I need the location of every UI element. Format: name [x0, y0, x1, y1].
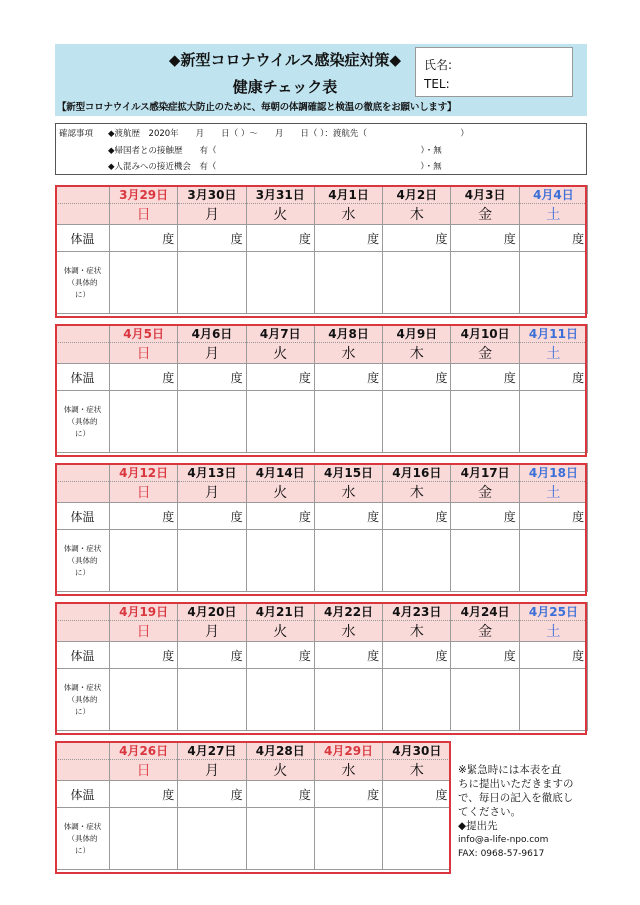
weekday-cell: 土: [519, 621, 587, 642]
temperature-input[interactable]: 度: [178, 225, 246, 252]
temperature-input[interactable]: 度: [519, 642, 587, 669]
temperature-input[interactable]: 度: [314, 225, 382, 252]
symptom-label: [56, 808, 110, 870]
symptom-input[interactable]: [178, 391, 246, 453]
symptom-label-line: に）: [75, 706, 90, 716]
symptom-input[interactable]: [246, 669, 314, 731]
date-cell: 4月6日: [178, 325, 246, 343]
week-table: [55, 463, 588, 592]
date-cell: 4月13日: [178, 464, 246, 482]
date-cell: 4月29日: [314, 742, 382, 760]
date-cell: 3月31日: [246, 186, 314, 204]
date-cell: 4月5日: [110, 325, 178, 343]
date-cell: 4月22日: [314, 603, 382, 621]
temperature-input[interactable]: 度: [246, 503, 314, 530]
name-label: 氏名:: [424, 58, 453, 72]
confirmation-section: [55, 123, 587, 175]
header-corner: [56, 482, 110, 503]
symptom-label-line: （具体的: [67, 833, 98, 843]
symptom-label-line: （具体的: [67, 416, 98, 426]
tel-label: TEL:: [424, 77, 450, 91]
temperature-input[interactable]: 度: [383, 503, 451, 530]
symptom-input[interactable]: [178, 530, 246, 592]
symptom-input[interactable]: [110, 530, 178, 592]
weekday-cell: 木: [383, 621, 451, 642]
footer-note: [458, 763, 590, 861]
contact-history-line[interactable]: ◆帰国者との接触歴 有（ ）・無: [108, 146, 442, 156]
temperature-input[interactable]: 度: [314, 642, 382, 669]
weekday-cell: 土: [519, 482, 587, 503]
date-cell: 4月20日: [178, 603, 246, 621]
temperature-input[interactable]: 度: [314, 503, 382, 530]
header-corner: [56, 186, 110, 204]
weekday-cell: 土: [519, 204, 587, 225]
note-line: ちに提出いただきますの: [458, 778, 574, 790]
temperature-input[interactable]: 度: [178, 781, 246, 808]
temperature-input[interactable]: 度: [519, 503, 587, 530]
temperature-input[interactable]: 度: [178, 364, 246, 391]
weekday-cell: 水: [314, 204, 382, 225]
week-table: [55, 602, 588, 731]
temperature-input[interactable]: 度: [110, 642, 178, 669]
symptom-label-line: に）: [75, 428, 90, 438]
symptom-input[interactable]: [178, 252, 246, 314]
weekday-cell: 日: [110, 204, 178, 225]
temperature-input[interactable]: 度: [110, 781, 178, 808]
confirm-heading: 確認事項: [59, 129, 94, 139]
weekday-cell: 水: [314, 482, 382, 503]
symptom-label-line: に）: [75, 289, 90, 299]
symptom-label-line: 体調・症状: [63, 543, 102, 553]
weekday-cell: 日: [110, 343, 178, 364]
weekday-cell: 金: [451, 204, 519, 225]
weekday-cell: 水: [314, 343, 382, 364]
date-cell: 4月14日: [246, 464, 314, 482]
week-table: [55, 185, 588, 314]
weekday-cell: 日: [110, 482, 178, 503]
temperature-label: 体温: [56, 781, 110, 808]
date-cell: 4月12日: [110, 464, 178, 482]
symptom-input[interactable]: [314, 669, 382, 731]
temperature-input[interactable]: 度: [246, 642, 314, 669]
symptom-label: [56, 530, 110, 592]
symptom-input[interactable]: [519, 530, 587, 592]
temperature-input[interactable]: 度: [110, 364, 178, 391]
weekday-cell: 金: [451, 343, 519, 364]
temperature-input[interactable]: 度: [383, 364, 451, 391]
header-banner: [55, 44, 587, 116]
date-cell: 4月11日: [519, 325, 587, 343]
symptom-input[interactable]: [110, 669, 178, 731]
header-corner: [56, 343, 110, 364]
week-table: [55, 741, 451, 870]
date-cell: 4月23日: [383, 603, 451, 621]
note-line: ※緊急時には本表を直: [458, 764, 562, 776]
symptom-label: [56, 391, 110, 453]
temperature-input[interactable]: 度: [383, 642, 451, 669]
notice-text: 【新型コロナウイルス感染症拡大防止のために、毎朝の体調確認と検温の徹底をお願いします】: [57, 102, 457, 113]
symptom-input[interactable]: [451, 252, 519, 314]
symptom-label-line: （具体的: [67, 555, 98, 565]
header-corner: [56, 760, 110, 781]
symptom-input[interactable]: [246, 530, 314, 592]
date-cell: 4月9日: [383, 325, 451, 343]
symptom-input[interactable]: [383, 391, 451, 453]
date-cell: 4月25日: [519, 603, 587, 621]
date-cell: 4月17日: [451, 464, 519, 482]
header-corner: [56, 325, 110, 343]
symptom-label-line: 体調・症状: [63, 821, 102, 831]
symptom-input[interactable]: [451, 391, 519, 453]
temperature-input[interactable]: 度: [110, 503, 178, 530]
weekday-cell: 土: [519, 343, 587, 364]
symptom-label-line: 体調・症状: [63, 265, 102, 275]
symptom-input[interactable]: [110, 252, 178, 314]
symptom-input[interactable]: [383, 252, 451, 314]
contact-email[interactable]: info@a-life-npo.com: [458, 835, 549, 845]
temperature-input[interactable]: 度: [519, 225, 587, 252]
weekday-cell: 火: [246, 204, 314, 225]
week-table: [55, 324, 588, 453]
weekday-cell: 金: [451, 621, 519, 642]
header-corner: [56, 603, 110, 621]
symptom-input[interactable]: [246, 252, 314, 314]
date-cell: 4月8日: [314, 325, 382, 343]
date-cell: 4月16日: [383, 464, 451, 482]
temperature-input[interactable]: 度: [451, 364, 519, 391]
weekday-cell: 日: [110, 760, 178, 781]
weekday-cell: 水: [314, 621, 382, 642]
temperature-input[interactable]: 度: [110, 225, 178, 252]
weekday-cell: 月: [178, 621, 246, 642]
weekday-cell: 月: [178, 760, 246, 781]
temperature-input[interactable]: 度: [178, 642, 246, 669]
symptom-label-line: 体調・症状: [63, 404, 102, 414]
symptom-input[interactable]: [314, 252, 382, 314]
weekday-cell: 火: [246, 482, 314, 503]
temperature-input[interactable]: 度: [383, 781, 451, 808]
weekday-cell: 木: [383, 204, 451, 225]
temperature-label: 体温: [56, 642, 110, 669]
symptom-input[interactable]: [519, 669, 587, 731]
symptom-input[interactable]: [519, 391, 587, 453]
weekday-cell: 木: [383, 760, 451, 781]
page-subtitle: 健康チェック表: [232, 78, 338, 96]
header-corner: [56, 742, 110, 760]
symptom-input[interactable]: [451, 530, 519, 592]
date-cell: 3月30日: [178, 186, 246, 204]
travel-history-line[interactable]: ◆渡航歴 2020年 月 日（ ）～ 月 日（ ）：渡航先（ ）: [108, 129, 469, 139]
header-corner: [56, 204, 110, 225]
temperature-input[interactable]: 度: [246, 364, 314, 391]
symptom-label-line: に）: [75, 845, 90, 855]
symptom-label-line: 体調・症状: [63, 682, 102, 692]
weekday-cell: 木: [383, 482, 451, 503]
date-cell: 4月21日: [246, 603, 314, 621]
temperature-input[interactable]: 度: [314, 781, 382, 808]
temperature-input[interactable]: 度: [246, 225, 314, 252]
symptom-input[interactable]: [246, 808, 314, 870]
date-cell: 4月4日: [519, 186, 587, 204]
weekday-cell: 火: [246, 621, 314, 642]
temperature-input[interactable]: 度: [451, 225, 519, 252]
symptom-input[interactable]: [246, 391, 314, 453]
header-corner: [56, 621, 110, 642]
date-cell: 4月3日: [451, 186, 519, 204]
symptom-label-line: （具体的: [67, 277, 98, 287]
symptom-label-line: （具体的: [67, 694, 98, 704]
weekday-cell: 水: [314, 760, 382, 781]
date-cell: 4月24日: [451, 603, 519, 621]
symptom-input[interactable]: [314, 391, 382, 453]
temperature-label: 体温: [56, 225, 110, 252]
symptom-label-line: に）: [75, 567, 90, 577]
date-cell: 4月28日: [246, 742, 314, 760]
symptom-input[interactable]: [383, 808, 451, 870]
symptom-input[interactable]: [110, 391, 178, 453]
date-cell: 3月29日: [110, 186, 178, 204]
date-cell: 4月30日: [383, 742, 451, 760]
note-line: てください。: [458, 806, 521, 818]
date-cell: 4月27日: [178, 742, 246, 760]
symptom-input[interactable]: [383, 530, 451, 592]
date-cell: 4月19日: [110, 603, 178, 621]
date-cell: 4月18日: [519, 464, 587, 482]
date-cell: 4月15日: [314, 464, 382, 482]
symptom-input[interactable]: [383, 669, 451, 731]
temperature-input[interactable]: 度: [246, 781, 314, 808]
weekday-cell: 月: [178, 343, 246, 364]
temperature-label: 体温: [56, 364, 110, 391]
page-title: ◆新型コロナウイルス感染症対策◆: [168, 51, 402, 69]
crowd-exposure-line[interactable]: ◆人混みへの接近機会 有（ ）・無: [108, 162, 442, 172]
weekday-cell: 月: [178, 482, 246, 503]
date-cell: 4月1日: [314, 186, 382, 204]
symptom-input[interactable]: [110, 808, 178, 870]
date-cell: 4月10日: [451, 325, 519, 343]
temperature-input[interactable]: 度: [314, 364, 382, 391]
weekday-cell: 火: [246, 343, 314, 364]
symptom-label: [56, 669, 110, 731]
weekday-cell: 木: [383, 343, 451, 364]
temperature-input[interactable]: 度: [383, 225, 451, 252]
symptom-input[interactable]: [314, 530, 382, 592]
temperature-input[interactable]: 度: [451, 503, 519, 530]
contact-fax: FAX: 0968-57-9617: [458, 849, 545, 859]
header-corner: [56, 464, 110, 482]
name-tel-box[interactable]: [415, 47, 573, 97]
note-line: で、毎日の記入を徹底し: [458, 792, 574, 804]
weekday-cell: 火: [246, 760, 314, 781]
symptom-input[interactable]: [451, 669, 519, 731]
date-cell: 4月26日: [110, 742, 178, 760]
date-cell: 4月7日: [246, 325, 314, 343]
temperature-input[interactable]: 度: [451, 642, 519, 669]
symptom-input[interactable]: [178, 669, 246, 731]
weekday-cell: 月: [178, 204, 246, 225]
temperature-label: 体温: [56, 503, 110, 530]
symptom-label: [56, 252, 110, 314]
weekday-cell: 金: [451, 482, 519, 503]
symptom-input[interactable]: [519, 252, 587, 314]
symptom-input[interactable]: [314, 808, 382, 870]
symptom-input[interactable]: [178, 808, 246, 870]
temperature-input[interactable]: 度: [519, 364, 587, 391]
submit-heading: ◆提出先: [458, 820, 498, 832]
temperature-input[interactable]: 度: [178, 503, 246, 530]
weekday-cell: 日: [110, 621, 178, 642]
date-cell: 4月2日: [383, 186, 451, 204]
